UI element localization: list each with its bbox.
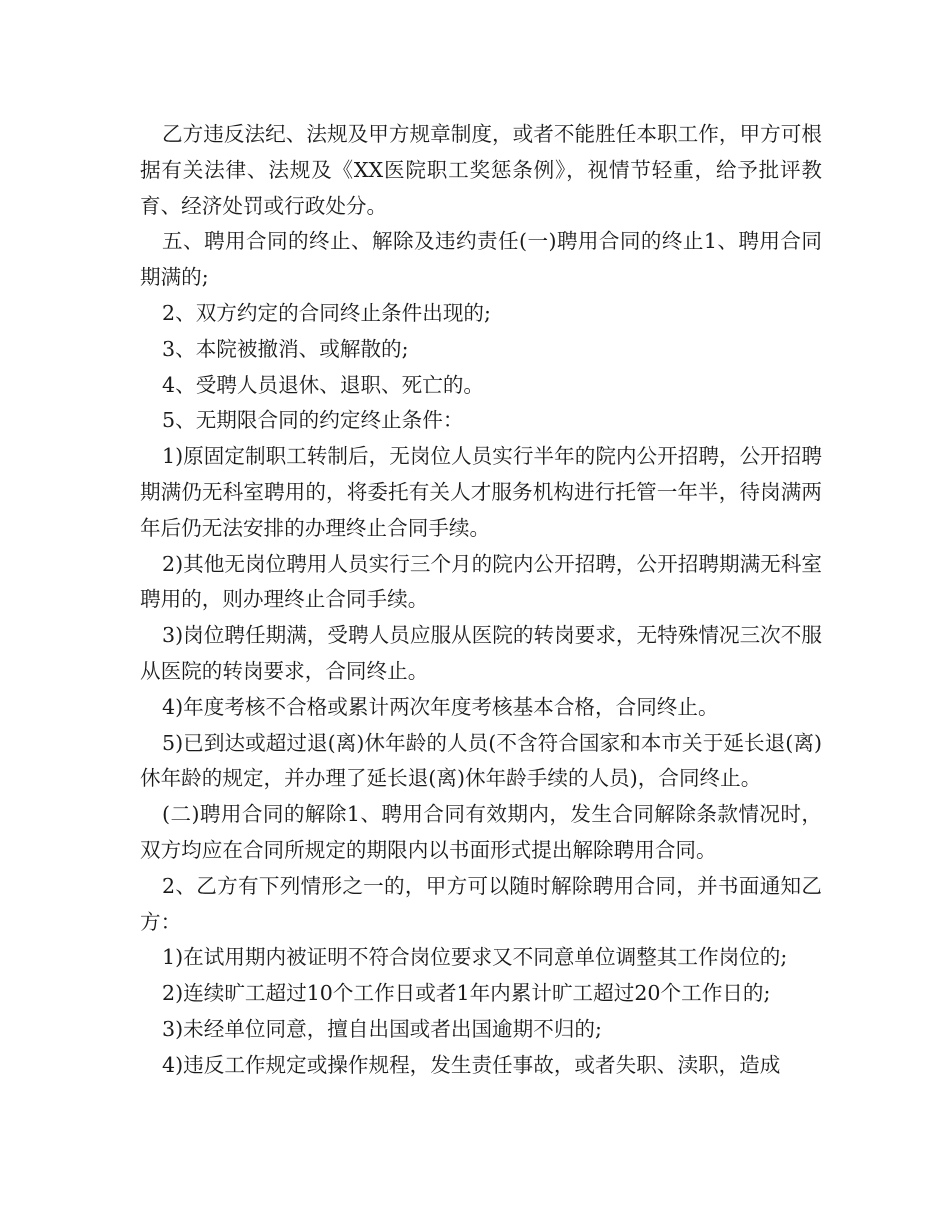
document-body xyxy=(140,117,822,1084)
paragraph: 五、聘用合同的终止、解除及违约责任(一)聘用合同的终止1、聘用合同期满的; xyxy=(140,229,822,290)
paragraph: 4)年度考核不合格或累计两次年度考核基本合格，合同终止。 xyxy=(162,694,719,719)
paragraph: 4)违反工作规定或操作规程，发生责任事故，或者失职、渎职，造成 xyxy=(162,1052,781,1077)
paragraph: 4、受聘人员退休、退职、死亡的。 xyxy=(162,372,485,397)
paragraph: 3)未经单位同意，擅自出国或者出国逾期不归的; xyxy=(162,1016,602,1041)
paragraph: 5、无期限合同的约定终止条件： xyxy=(162,408,464,433)
paragraph: 2)其他无岗位聘用人员实行三个月的院内公开招聘，公开招聘期满无科室聘用的，则办理终止合同手续。 xyxy=(140,551,822,612)
paragraph: 2、双方约定的合同终止条件出现的; xyxy=(162,300,491,325)
paragraph: 2、乙方有下列情形之一的，甲方可以随时解除聘用合同，并书面通知乙方： xyxy=(140,873,822,934)
paragraph: 2)连续旷工超过10个工作日或者1年内累计旷工超过20个工作日的; xyxy=(162,981,771,1006)
paragraph: 3、本院被撤消、或解散的; xyxy=(162,336,409,361)
paragraph: 1)在试用期内被证明不符合岗位要求又不同意单位调整其工作岗位的; xyxy=(162,945,788,970)
paragraph: 乙方违反法纪、法规及甲方规章制度，或者不能胜任本职工作，甲方可根据有关法律、法规及《XX医院职工奖惩条例》，视情节轻重，给予批评教育、经济处罚或行政处分。 xyxy=(140,122,822,218)
paragraph: (二)聘用合同的解除1、聘用合同有效期内，发生合同解除条款情况时，双方均应在合同所规定的期限内以书面形式提出解除聘用合同。 xyxy=(140,802,822,862)
paragraph: 5)已到达或超过退(离)休年龄的人员(不含符合国家和本市关于延长退(离)休年龄的规定，并办理了延长退(离)休年龄手续的人员)，合同终止。 xyxy=(140,730,822,791)
paragraph: 3)岗位聘任期满，受聘人员应服从医院的转岗要求，无特殊情况三次不服从医院的转岗要求，合同终止。 xyxy=(140,623,822,683)
paragraph: 1)原固定制职工转制后，无岗位人员实行半年的院内公开招聘，公开招聘期满仍无科室聘用的，将委托有关人才服务机构进行托管一年半，待岗满两年后仍无法安排的办理终止合同手续。 xyxy=(140,444,822,540)
